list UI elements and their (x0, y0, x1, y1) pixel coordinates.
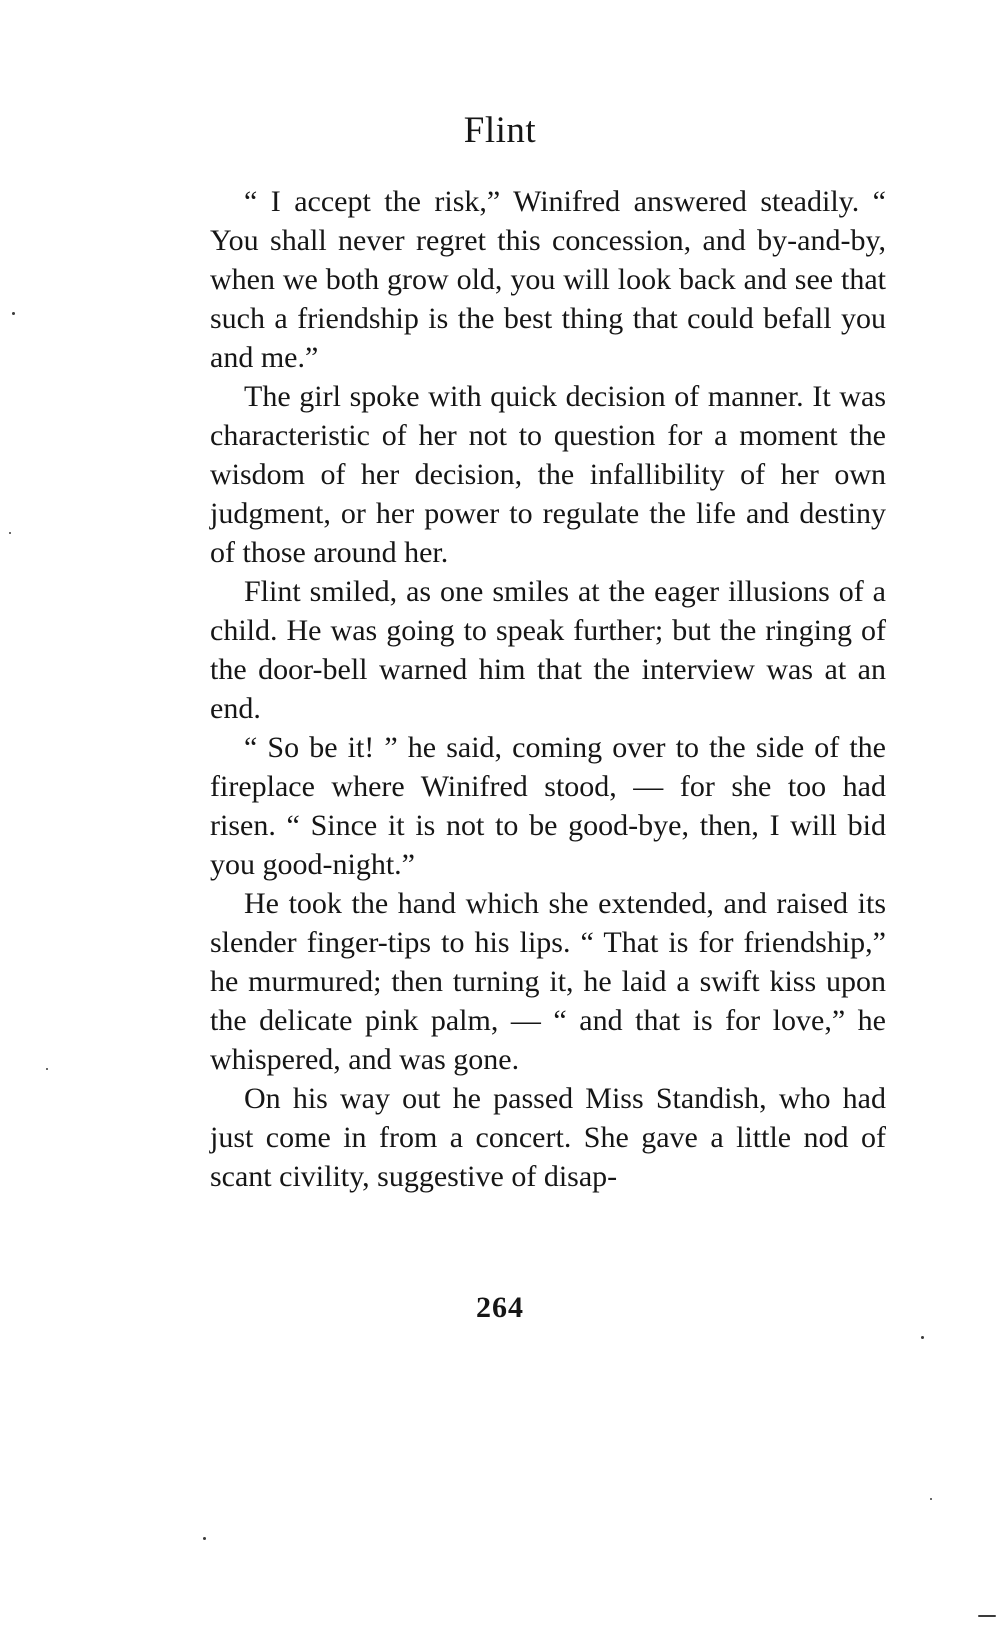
scan-speck (978, 1615, 996, 1617)
scan-speck (9, 532, 11, 534)
paragraph: He took the hand which she extended, and raised its slender finger-tips to his lips. “ That is for friendship,” he murmured; then turning it, he laid a swift kiss upon the delicate pink palm, — “ and that is for love,” he whispered, and was gone. (210, 887, 886, 1076)
body-text (210, 182, 886, 1196)
paragraph: On his way out he passed Miss Standish, who had just come in from a concert. She gave a little nod of scant civility, suggestive of disap- (210, 1082, 886, 1193)
paragraph: Flint smiled, as one smiles at the eager illusions of a child. He was going to speak further; but the ringing of the door-bell warned him that the interview was at an end. (210, 575, 886, 725)
scan-speck (921, 1336, 924, 1339)
running-title: Flint (463, 110, 537, 151)
scan-speck (12, 312, 15, 315)
scan-speck (203, 1537, 206, 1540)
paragraph: The girl spoke with quick decision of manner. It was characteristic of her not to question for a moment the wisdom of her decision, the infallibility of her own judgment, or her power to regulate the life and destiny of those around her. (210, 380, 886, 569)
paragraph: “ I accept the risk,” Winifred answered steadily. “ You shall never regret this concession, and by-and-by, when we both grow old, you will look back and see that such a friendship is the best thing that could befall you and me.” (210, 185, 886, 374)
scan-speck (930, 1498, 932, 1500)
page-number: 264 (476, 1291, 524, 1324)
scan-speck (46, 1068, 48, 1070)
paragraph: “ So be it! ” he said, coming over to the side of the fireplace where Winifred stood, — for she too had risen. “ Since it is not to be good-bye, then, I will bid you good-night.” (210, 731, 886, 881)
